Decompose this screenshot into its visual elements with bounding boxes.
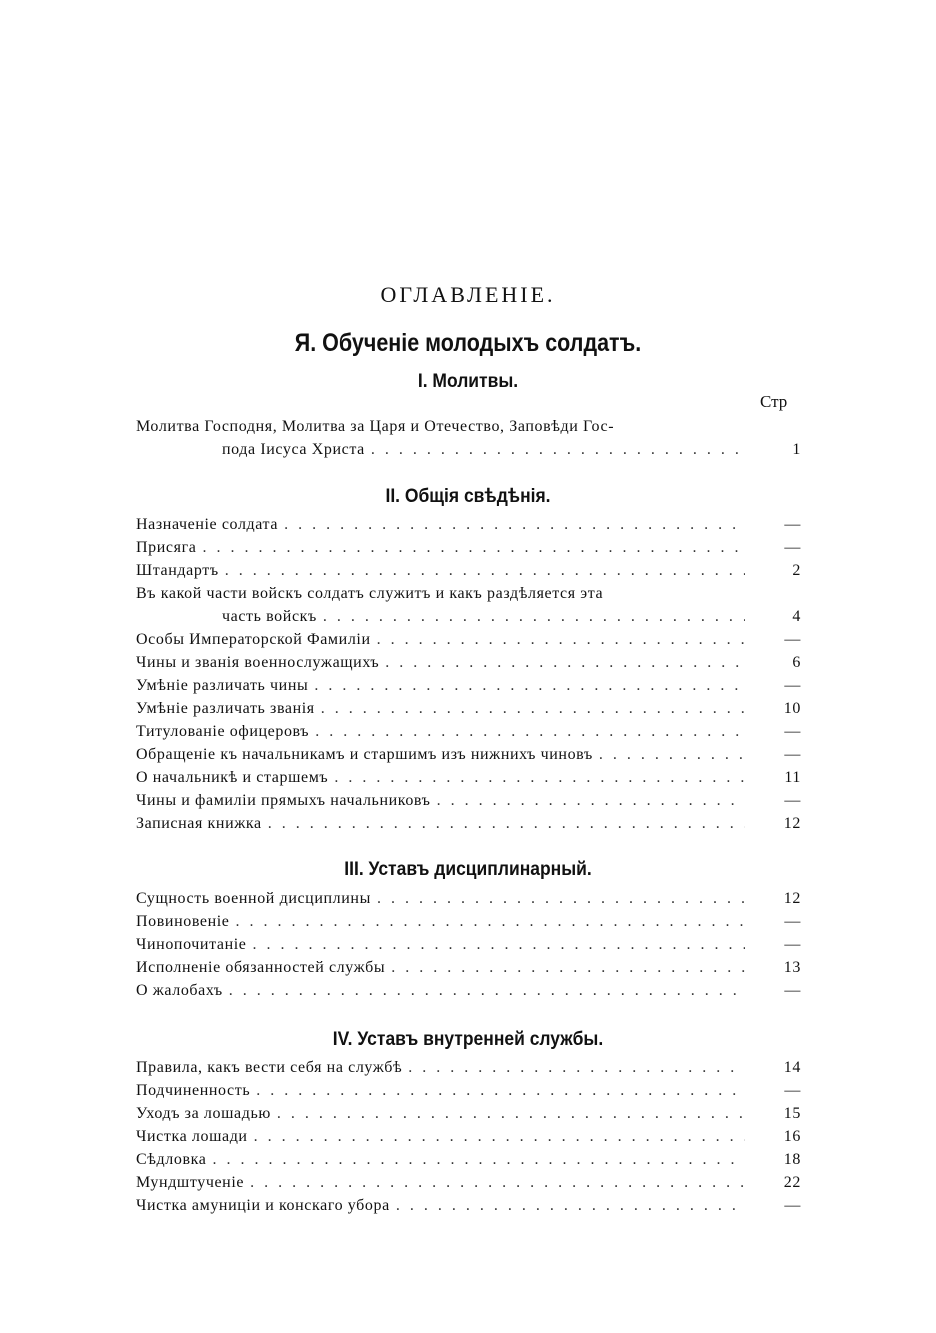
toc-entry-page: — bbox=[784, 1197, 801, 1214]
section-heading-disciplinary-charter: III. Уставъ дисциплинарный. bbox=[344, 859, 592, 880]
section-entries-internal-service-charter bbox=[136, 1056, 801, 1217]
toc-entry-text: Подчиненность bbox=[136, 1082, 251, 1099]
toc-entry-page: — bbox=[784, 539, 801, 556]
dot-leader bbox=[371, 438, 745, 461]
dot-leader bbox=[314, 674, 745, 697]
toc-entry bbox=[136, 1125, 801, 1148]
toc-entry bbox=[136, 743, 801, 766]
toc-entry bbox=[136, 536, 801, 559]
dot-leader bbox=[315, 720, 745, 743]
dot-leader bbox=[323, 605, 745, 628]
toc-entry bbox=[136, 910, 801, 933]
section-heading-internal-service-charter: IV. Уставъ внутренней службы. bbox=[332, 1029, 604, 1050]
dot-leader bbox=[236, 910, 745, 933]
toc-entry-page: — bbox=[784, 677, 801, 694]
toc-entry-page: 16 bbox=[783, 1128, 801, 1145]
dot-leader bbox=[277, 1102, 745, 1125]
toc-entry-text: Умѣніе различать званія bbox=[136, 700, 315, 717]
toc-entry-page: — bbox=[784, 746, 801, 763]
toc-entry-text: Исполненіе обязанностей службы bbox=[136, 959, 386, 976]
toc-entry-text: Чинопочитаніе bbox=[136, 936, 247, 953]
toc-entry-text: Чины и званія военнослужащихъ bbox=[136, 654, 380, 671]
toc-entry bbox=[136, 789, 801, 812]
toc-entry-page: 4 bbox=[792, 608, 801, 625]
toc-entry-continuation: часть войскъ bbox=[222, 608, 317, 625]
toc-entry-text: Чистка лошади bbox=[136, 1128, 248, 1145]
toc-entry bbox=[136, 1056, 801, 1079]
toc-entry-text: О жалобахъ bbox=[136, 982, 223, 999]
toc-entry-page: — bbox=[784, 1082, 801, 1099]
dot-leader bbox=[408, 1056, 745, 1079]
toc-entry-page: — bbox=[784, 792, 801, 809]
toc-entry bbox=[136, 513, 801, 536]
toc-entry-text: Въ какой части войскъ солдатъ служитъ и какъ раздѣляется эта bbox=[136, 585, 604, 602]
toc-entry-page: 1 bbox=[792, 441, 801, 458]
toc-entry-page: — bbox=[784, 936, 801, 953]
toc-entry bbox=[136, 1079, 801, 1102]
toc-entry bbox=[136, 1102, 801, 1125]
section-heading-general-info: II. Общія свѣдѣнія. bbox=[385, 486, 551, 507]
toc-entry-text: Присяга bbox=[136, 539, 197, 556]
toc-entry-text: Уходъ за лошадью bbox=[136, 1105, 271, 1122]
toc-entry-page: 11 bbox=[784, 769, 801, 786]
dot-leader bbox=[268, 812, 745, 835]
toc-entry-page: — bbox=[784, 723, 801, 740]
toc-entry-page: 18 bbox=[783, 1151, 801, 1168]
toc-entry-text: Повиновеніе bbox=[136, 913, 230, 930]
toc-entry-page: 13 bbox=[783, 959, 801, 976]
toc-entry-text: Чистка амуниціи и конскаго убора bbox=[136, 1197, 390, 1214]
toc-entry-text: Обращеніе къ начальникамъ и старшимъ изъ нижнихъ чиновъ bbox=[136, 746, 593, 763]
dot-leader bbox=[254, 1125, 745, 1148]
toc-entry bbox=[136, 956, 801, 979]
dot-leader bbox=[229, 979, 745, 1002]
dot-leader bbox=[391, 956, 745, 979]
page-column-label: Стр bbox=[760, 392, 788, 411]
toc-entry-page: 12 bbox=[783, 815, 801, 832]
dot-leader bbox=[599, 743, 745, 766]
toc-entry-text: Титулованіе офицеровъ bbox=[136, 723, 310, 740]
toc-entry bbox=[136, 766, 801, 789]
dot-leader bbox=[385, 651, 745, 674]
dot-leader bbox=[377, 887, 745, 910]
dot-leader bbox=[225, 559, 745, 582]
dot-leader bbox=[377, 628, 745, 651]
toc-entry bbox=[136, 651, 801, 674]
toc-entry-text: Особы Императорской Фамиліи bbox=[136, 631, 371, 648]
toc-entry-text: Мундштученіе bbox=[136, 1174, 245, 1191]
toc-entry bbox=[136, 1148, 801, 1171]
dot-leader bbox=[202, 536, 745, 559]
section-entries-general-info bbox=[136, 513, 801, 835]
toc-entry-page: 10 bbox=[783, 700, 801, 717]
toc-entry bbox=[136, 933, 801, 956]
toc-entry bbox=[136, 697, 801, 720]
toc-entry bbox=[136, 1171, 801, 1194]
section-heading-prayers: I. Молитвы. bbox=[417, 371, 519, 392]
dot-leader bbox=[252, 933, 745, 956]
toc-entry bbox=[136, 415, 801, 461]
toc-entry bbox=[136, 887, 801, 910]
section-entries-prayers bbox=[136, 415, 801, 461]
toc-entry-page: 22 bbox=[783, 1174, 801, 1191]
toc-entry bbox=[136, 720, 801, 743]
toc-entry-page: — bbox=[784, 516, 801, 533]
toc-entry bbox=[136, 979, 801, 1002]
dot-leader bbox=[250, 1171, 745, 1194]
toc-entry bbox=[136, 559, 801, 582]
toc-entry bbox=[136, 812, 801, 835]
toc-entry-text: Сѣдловка bbox=[136, 1151, 207, 1168]
toc-entry-page: — bbox=[784, 913, 801, 930]
dot-leader bbox=[437, 789, 745, 812]
toc-entry-text: Молитва Господня, Молитва за Царя и Отечество, Заповѣди Гос- bbox=[136, 418, 615, 435]
toc-entry bbox=[136, 674, 801, 697]
toc-entry-text: Сущность военной дисциплины bbox=[136, 890, 371, 907]
toc-entry-page: — bbox=[784, 982, 801, 999]
dot-leader bbox=[321, 697, 745, 720]
toc-entry-text: Правила, какъ вести себя на службѣ bbox=[136, 1059, 403, 1076]
toc-entry-text: Умѣніе различать чины bbox=[136, 677, 309, 694]
toc-entry-page: 6 bbox=[792, 654, 801, 671]
dot-leader bbox=[256, 1079, 745, 1102]
toc-entry-page: 2 bbox=[792, 562, 801, 579]
toc-entry-continuation: пода Іисуса Христа bbox=[222, 441, 365, 458]
dot-leader bbox=[396, 1194, 745, 1217]
dot-leader bbox=[334, 766, 745, 789]
toc-entry-text: О начальникѣ и старшемъ bbox=[136, 769, 329, 786]
toc-entry-text: Чины и фамиліи прямыхъ начальниковъ bbox=[136, 792, 431, 809]
toc-entry-text: Назначеніе солдата bbox=[136, 516, 279, 533]
section-entries-disciplinary-charter bbox=[136, 887, 801, 1002]
document-title: ОГЛАВЛЕНІЕ. bbox=[380, 282, 556, 307]
toc-entry-text: Записная книжка bbox=[136, 815, 262, 832]
part-title: Я. Обученіе молодыхъ солдатъ. bbox=[294, 329, 642, 357]
toc-entry bbox=[136, 628, 801, 651]
toc-entry bbox=[136, 582, 801, 628]
toc-entry-page: 12 bbox=[783, 890, 801, 907]
toc-entry-page: 14 bbox=[783, 1059, 801, 1076]
toc-entry-page: 15 bbox=[783, 1105, 801, 1122]
toc-entry-page: — bbox=[784, 631, 801, 648]
dot-leader bbox=[284, 513, 745, 536]
toc-entry-text: Штандартъ bbox=[136, 562, 219, 579]
toc-entry bbox=[136, 1194, 801, 1217]
dot-leader bbox=[212, 1148, 745, 1171]
